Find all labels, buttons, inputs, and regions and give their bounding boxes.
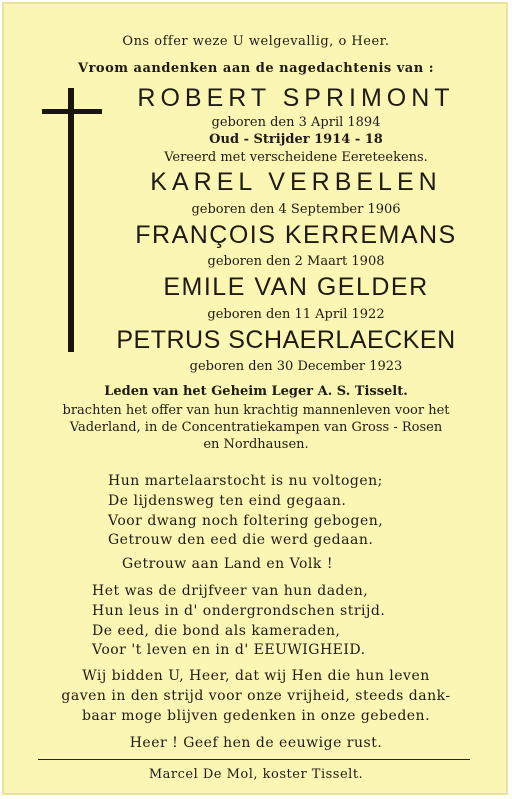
prayer-line: baar moge blijven gedenken in onze gebeden. [81,708,431,724]
person-name: PETRUS SCHAERLAECKEN [116,326,456,354]
rest-text: Heer ! Geef hen de eeuwige rust. [129,735,383,751]
poem-line: Voor 't leven en in d' EEUWIGHEID. [92,642,366,658]
members-text: Leden van het Geheim Leger A. S. Tisselt. [104,384,408,399]
poem-line: Getrouw den eed die werd gedaan. [108,532,374,548]
sacrifice-line: en Nordhausen. [203,437,309,452]
poem-line: Hun martelaarstocht is nu voltogen; [108,473,383,489]
divider [38,759,470,760]
intro-text: Ons offer weze U welgevallig, o Heer. [122,34,390,49]
poem-line: De eed, die bond als kameraden, [92,623,341,639]
poem-line: Hun leus in d' ondergrondschen strijd. [92,603,386,619]
person-name: FRANÇOIS KERREMANS [135,221,457,249]
person-born: geboren den 2 Maart 1908 [207,254,385,269]
motto-text: Getrouw aan Land en Volk ! [122,556,333,572]
person-name: EMILE VAN GELDER [163,273,429,301]
honors-text: Vereerd met verscheidene Eereteekens. [164,150,428,165]
person-name: KAREL VERBELEN [150,168,442,196]
sacrifice-line: brachten het offer van hun krachtig mannenleven voor het [62,403,450,418]
person-born: geboren den 30 December 1923 [189,359,403,374]
sacrifice-line: Vaderland, in de Concentratiekampen van Gross - Rosen [69,420,443,435]
poem-line: De lijdensweg ten eind gegaan. [108,493,347,509]
person-born: geboren den 4 September 1906 [191,202,401,217]
person-name: ROBERT SPRIMONT [137,84,455,112]
veteran-text: Oud - Strijder 1914 - 18 [209,132,383,147]
printer-text: Marcel De Mol, koster Tisselt. [148,767,364,782]
prayer-line: Wij bidden U, Heer, dat wij Hen die hun leven [82,668,430,684]
heading-text: Vroom aandenken aan de nagedachtenis van : [77,61,435,76]
prayer-line: gaven in den strijd voor onze vrijheid, steeds dank- [61,688,451,704]
person-born: geboren den 3 April 1894 [211,115,381,130]
poem-line: Voor dwang noch foltering gebogen, [108,513,384,529]
poem-line: Het was de drijfveer van hun daden, [92,583,369,599]
person-born: geboren den 11 April 1922 [207,307,385,322]
